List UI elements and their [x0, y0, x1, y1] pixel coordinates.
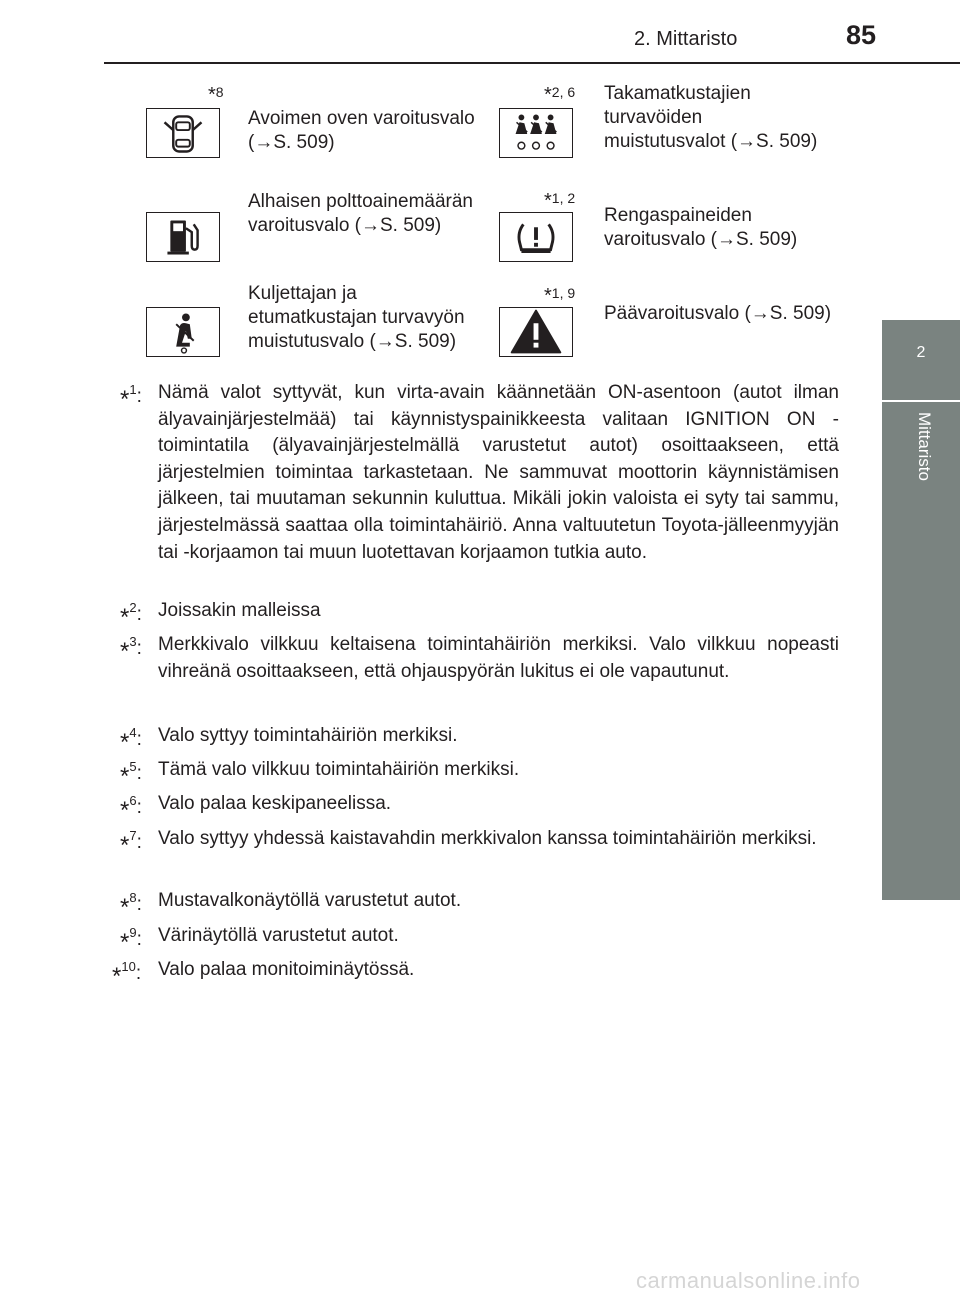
low-fuel-warning-icon — [146, 212, 220, 262]
chapter-tab-label: Mittaristo — [915, 412, 934, 481]
indicator-description: Alhaisen polttoainemäärän varoitusvalo (→S. 509) — [248, 191, 473, 236]
header-title: 2. Mittaristo — [634, 28, 738, 50]
indicator-description: Avoimen oven varoitusvalo (→S. 509) — [248, 108, 475, 153]
indicator-description: Kuljettajan ja etumatkustajan turvavyön muistutusvalo (→S. 509) — [248, 283, 465, 352]
chapter-tab-number: 2 — [916, 344, 926, 361]
footnote-text: Valo palaa monitoiminäytössä. — [158, 959, 415, 980]
footnote-text: Nämä valot syttyvät, kun virta-avain käännetään ON-asentoon (autot ilman älyavainjärjestelmää) tai käynnistyspainikkeesta valitaan IGNITION ON -toimintatila (älyavainjärjestelmällä varustetut autot) osoittaakseen, että järjestelmien toimintaa tarkastetaan. Ne sammuvat moottorin käynnistämisen jälkeen, tai muutaman sekunnin kuluttua. Mikäli jokin valoista ei syty tai sammu, järjestelmässä saattaa olla toimintahäiriö. Anna valtuutetun Toyota-jälleenmyyjän tai -korjaamon tai muun luotettavan korjaamon tutkia auto. — [158, 382, 839, 563]
rear-seatbelt-reminder-icon — [499, 108, 573, 158]
indicator-description: Takamatkustajien turvavöiden muistutusvalot (→S. 509) — [604, 83, 818, 152]
footnote-mark: *$^2$: — [120, 600, 142, 631]
footnote-mark: *$^1$: — [120, 382, 142, 413]
indicator-description: Rengaspaineiden varoitusvalo (→S. 509) — [604, 205, 798, 250]
chapter-tab-divider — [882, 400, 960, 402]
seatbelt-reminder-icon — [146, 307, 220, 357]
watermark: carmanualsonline.info — [636, 1268, 861, 1293]
chapter-tab[interactable] — [882, 320, 960, 900]
footnote-mark: *$^3$: — [120, 634, 142, 665]
footnote-mark: *$^5$: — [120, 759, 142, 790]
footnote-mark: *$^6$: — [120, 793, 142, 824]
master-warning-icon — [499, 307, 573, 357]
open-door-warning-icon — [146, 108, 220, 158]
footnote-text: Joissakin malleissa — [158, 600, 321, 621]
header-rule — [104, 62, 960, 64]
footnote-text: Valo syttyy toimintahäiriön merkiksi. — [158, 725, 458, 746]
indicator-note: *1, 9 — [544, 285, 576, 307]
page-number: 85 — [846, 20, 877, 50]
footnote-text: Valo palaa keskipaneelissa. — [158, 793, 392, 814]
indicator-note: *1, 2 — [544, 190, 576, 212]
footnote-text: Valo syttyy yhdessä kaistavahdin merkkivalon kanssa toimintahäiriön merkiksi. — [158, 828, 817, 849]
indicator-note: *2, 6 — [544, 84, 576, 106]
footnote-mark: *$^8$: — [120, 890, 142, 921]
indicator-note: *8 — [208, 84, 224, 106]
footnote-mark: *$^{10}$: — [112, 959, 142, 990]
footnote-mark: *$^7$: — [120, 828, 142, 859]
footnote-text: Merkkivalo vilkkuu keltaisena toimintahäiriön merkiksi. Valo vilkkuu nopeasti vihreänä osoittaakseen, että ohjauspyörän lukitus ei ole vapautunut. — [158, 634, 839, 682]
footnote-mark: *$^4$: — [120, 725, 142, 756]
footnote-mark: *$^9$: — [120, 925, 142, 956]
footnote-text: Värinäytöllä varustetut autot. — [158, 925, 399, 946]
footnote-text: Tämä valo vilkkuu toimintahäiriön merkiksi. — [158, 759, 520, 780]
footnote-text: Mustavalkonäytöllä varustetut autot. — [158, 890, 462, 911]
indicator-description: Päävaroitusvalo (→S. 509) — [604, 303, 832, 324]
tire-pressure-warning-icon — [499, 212, 573, 262]
